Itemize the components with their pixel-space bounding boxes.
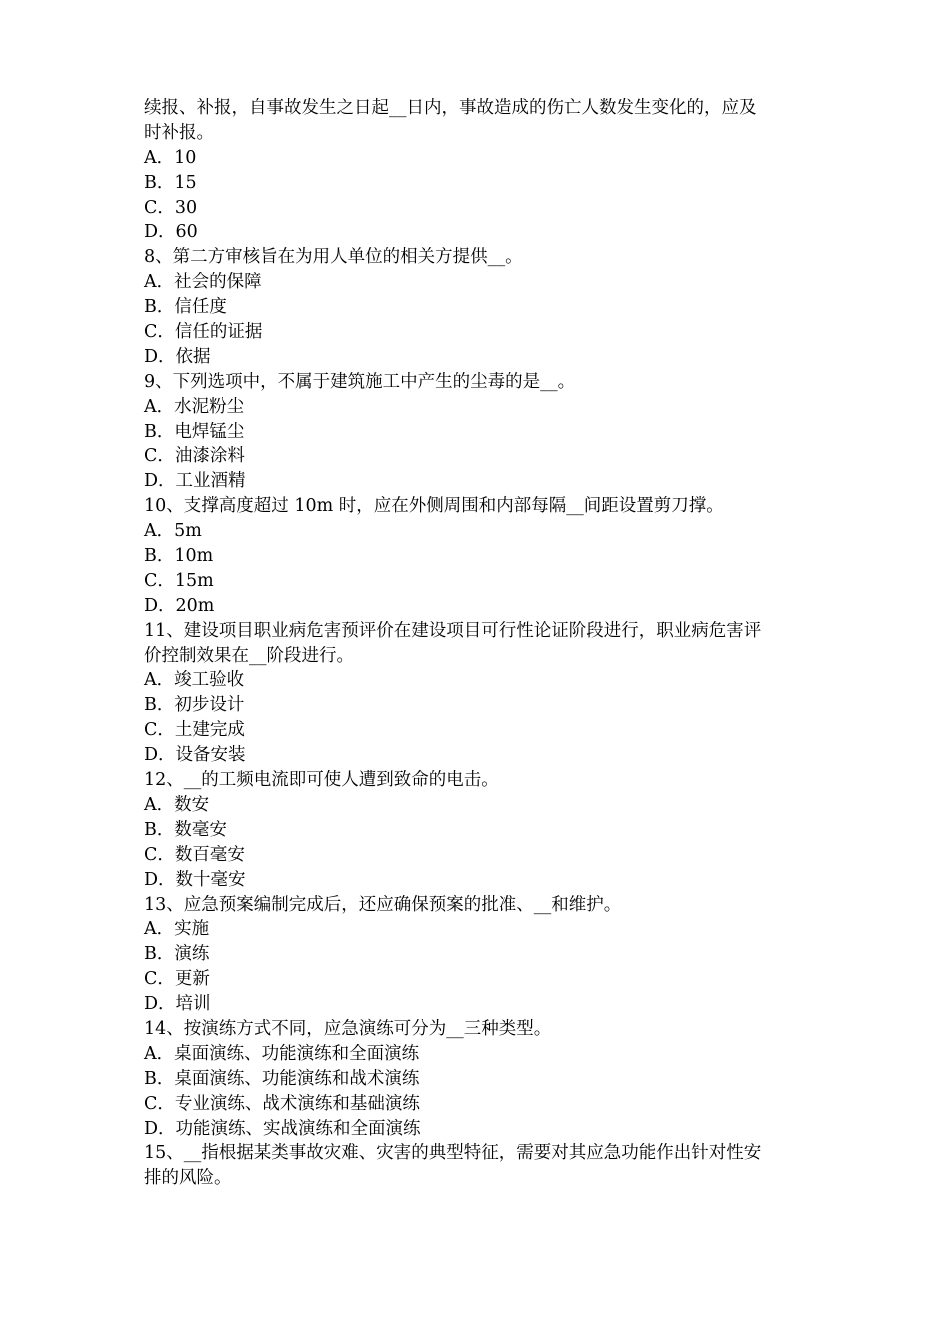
option-line: C．15m	[144, 570, 214, 591]
option-line: D．培训	[144, 994, 211, 1015]
option-line: C．数百毫安	[144, 844, 245, 865]
option-line: A．水泥粉尘	[144, 396, 245, 417]
option-line: A．5m	[144, 521, 202, 542]
option-line: D．工业酒精	[144, 471, 246, 492]
option-line: C．30	[144, 197, 198, 218]
option-line: C．更新	[144, 969, 210, 990]
option-line: B．初步设计	[144, 695, 245, 716]
option-line: A．桌面演练、功能演练和全面演练	[144, 1043, 420, 1064]
option-line: D．设备安装	[144, 745, 246, 766]
option-line: B．演练	[144, 944, 210, 965]
option-line: B．信任度	[144, 297, 227, 318]
option-line: C．信任的证据	[144, 322, 263, 343]
option-line: B．10m	[144, 546, 214, 567]
option-line: D．依据	[144, 346, 211, 367]
option-line: A．实施	[144, 919, 210, 940]
option-line: D．数十毫安	[144, 869, 246, 890]
question-line: 14、按演练方式不同，应急演练可分为__三种类型。	[144, 1018, 552, 1039]
option-line: B．数毫安	[144, 819, 227, 840]
option-line: A．社会的保障	[144, 272, 262, 293]
question-line: 价控制效果在__阶段进行。	[144, 645, 354, 666]
option-line: B．桌面演练、功能演练和战术演练	[144, 1068, 420, 1089]
question-line: 9、下列选项中，不属于建筑施工中产生的尘毒的是__。	[144, 371, 576, 392]
option-line: D．20m	[144, 595, 215, 616]
question-line: 排的风险。	[144, 1168, 232, 1189]
option-line: C．专业演练、战术演练和基础演练	[144, 1093, 420, 1114]
text-line: 时补报。	[144, 122, 214, 143]
text-line: 续报、补报，自事故发生之日起__日内，事故造成的伤亡人数发生变化的，应及	[144, 98, 757, 118]
option-line: C．油漆涂料	[144, 446, 245, 467]
question-line: 11、建设项目职业病危害预评价在建设项目可行性论证阶段进行，职业病危害评	[144, 620, 762, 641]
option-line: C．土建完成	[144, 720, 245, 741]
question-line: 10、支撑高度超过 10m 时，应在外侧周围和内部每隔__间距设置剪刀撑。	[144, 496, 724, 517]
document-body	[144, 96, 816, 1191]
option-line: A．数安	[144, 794, 210, 815]
question-line: 15、__指根据某类事故灾难、灾害的典型特征，需要对其应急功能作出针对性安	[144, 1143, 762, 1164]
question-line: 13、应急预案编制完成后，还应确保预案的批准、__和维护。	[144, 894, 622, 915]
question-line: 12、__的工频电流即可使人遭到致命的电击。	[144, 770, 499, 791]
option-line: A．竣工验收	[144, 670, 245, 691]
option-line: B．15	[144, 172, 197, 193]
option-line: D．60	[144, 222, 198, 243]
option-line: D．功能演练、实战演练和全面演练	[144, 1118, 421, 1139]
option-line: A．10	[144, 147, 197, 168]
option-line: B．电焊锰尘	[144, 421, 245, 442]
question-line: 8、第二方审核旨在为用人单位的相关方提供__。	[144, 247, 523, 268]
